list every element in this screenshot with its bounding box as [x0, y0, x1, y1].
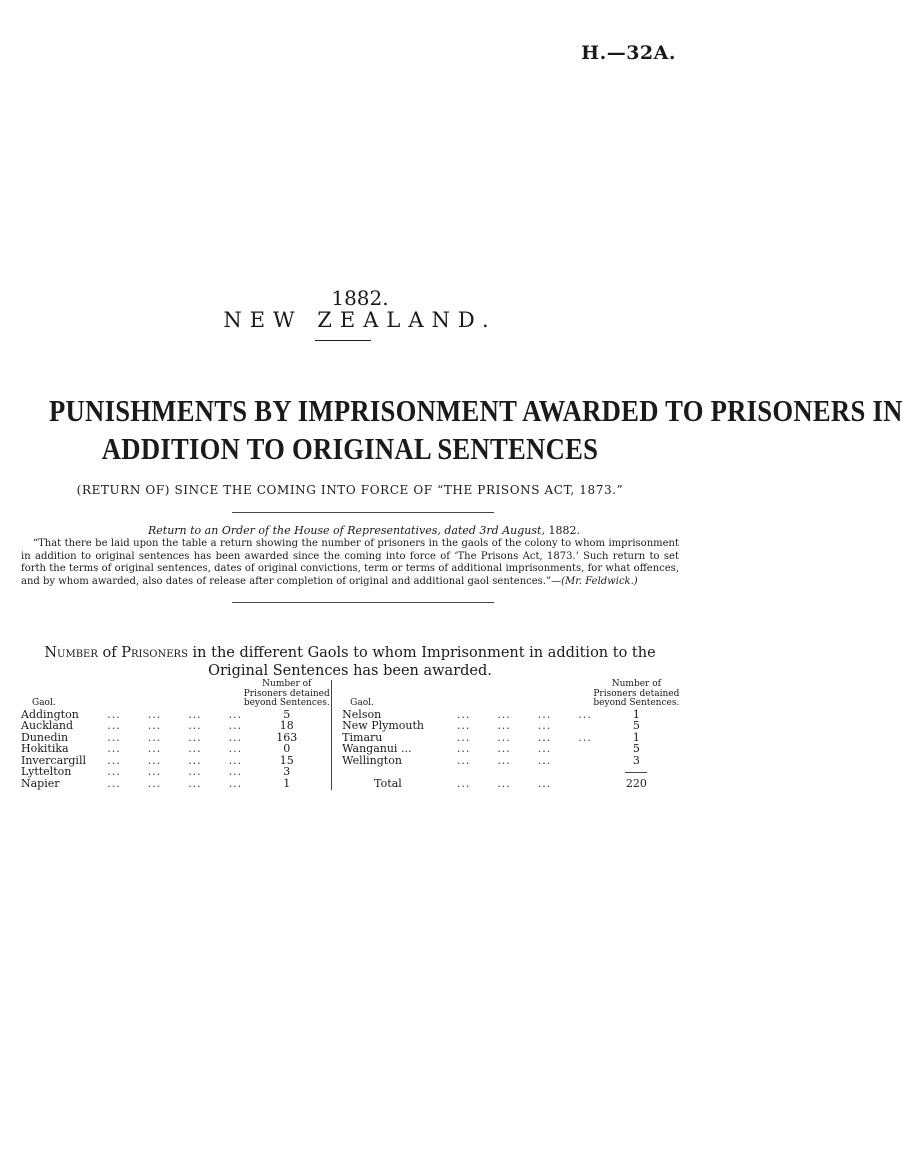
gaol-count: 15	[279, 753, 294, 767]
gaol-count: 5	[632, 719, 640, 733]
heading-word-3: Prisoners	[121, 645, 188, 661]
header-number-right: Number of Prisoners detained beyond Sentences.	[593, 679, 680, 708]
divider-top	[232, 512, 494, 513]
gaol-name: Lyttelton	[21, 765, 72, 779]
order-line-year: 1882.	[548, 524, 580, 537]
gaol-name: Addington	[21, 707, 79, 721]
heading-word-1: Number	[44, 645, 98, 661]
table-header-row	[21, 680, 681, 709]
report-year: 1882.	[331, 286, 389, 310]
title-line-1: PUNISHMENTS BY IMPRISONMENT AWARDED TO PRISONERS IN	[49, 393, 903, 428]
subtitle: (RETURN OF) SINCE THE COMING INTO FORCE OF “THE PRISONS ACT, 1873.”	[76, 483, 624, 497]
order-body-text: “That there be laid upon the table a return showing the number of prisoners in the gaols of the colony to whom imprisonment in addition to original sentences has been awarded since the coming into force of ‘The Prisons Act, 1873.’ Such return to set forth the terms of original sentences, dates of original convictions, term or terms of additional imprisonments, for what offences, and by whom awarded, also dates of release after completion of original and additional gaol sentences.”—	[21, 538, 679, 587]
title-line-2: ADDITION TO ORIGINAL SENTENCES	[101, 431, 599, 466]
order-line	[148, 524, 580, 537]
short-divider	[315, 340, 371, 341]
gaol-name: Napier	[21, 777, 60, 791]
gaol-name: Dunedin	[21, 730, 69, 744]
gaol-count: 18	[279, 719, 294, 733]
heading-rest: in the different Gaols to whom Imprisonment in addition to the Original Sentences has been awarded.	[192, 645, 656, 679]
gaol-count: 1	[632, 707, 640, 721]
header-number-left: Number of Prisoners detained beyond Sentences.	[243, 679, 330, 708]
total-value: 220	[625, 777, 647, 791]
table-row: Auckland ... ... ... ... 18 New Plymouth ... ... ... 5	[21, 720, 681, 732]
gaol-name: Invercargill	[21, 753, 86, 767]
gaol-name: Wellington	[342, 753, 402, 767]
gaol-name: Nelson	[342, 707, 382, 721]
total-rule	[625, 772, 647, 773]
page-reference: H.—32A.	[581, 42, 676, 64]
order-line-text: Return to an Order of the House of Representatives, dated 3rd August,	[148, 524, 545, 537]
gaol-name: Hokitika	[21, 742, 69, 756]
gaol-count: 0	[283, 742, 291, 756]
gaol-count: 3	[283, 765, 291, 779]
gaol-count: 5	[632, 742, 640, 756]
gaols-table	[21, 680, 681, 790]
table-row: Lyttelton ... ... ... ... 3	[21, 766, 681, 778]
order-mover: (Mr. Feldwick.)	[561, 575, 638, 587]
gaol-name: Wanganui ...	[342, 742, 412, 756]
heading-word-2: of	[102, 645, 117, 661]
gaol-count: 5	[283, 707, 291, 721]
gaol-count: 3	[632, 753, 640, 767]
total-label: Total	[374, 777, 402, 791]
divider-bottom	[232, 602, 494, 603]
gaol-name: Timaru	[342, 730, 383, 744]
table-row: Dunedin ... ... ... ... 163 Timaru ... ... ... ... 1	[21, 732, 681, 744]
gaol-name: Auckland	[21, 719, 74, 733]
gaol-count: 1	[632, 730, 640, 744]
table-row: Hokitika ... ... ... ... 0 Wanganui ... ... ... ... 5	[21, 743, 681, 755]
gaol-count: 163	[276, 730, 298, 744]
gaol-name: New Plymouth	[342, 719, 424, 733]
gaol-count: 1	[283, 777, 291, 791]
table-row: Invercargill ... ... ... ... 15 Wellington ... ... ... 3	[21, 755, 681, 767]
header-gaol-left: Gaol.	[32, 698, 56, 708]
country-name: NEW ZEALAND.	[223, 308, 497, 332]
main-title	[49, 392, 903, 468]
table-heading	[21, 644, 679, 680]
header-gaol-right: Gaol.	[350, 698, 374, 708]
order-body	[21, 538, 679, 588]
table-row: Napier ... ... ... ... 1 Total ... ... ... 220	[21, 778, 681, 790]
table-row: Addington ... ... ... ... 5 Nelson ... ... ... ... 1	[21, 709, 681, 721]
